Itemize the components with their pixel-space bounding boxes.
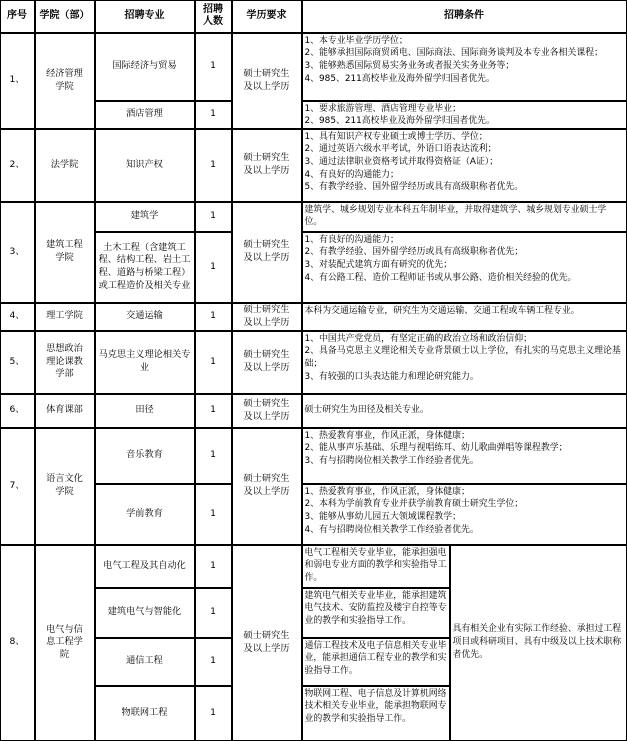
- row-8-count-2: 1: [195, 588, 232, 638]
- row-5-college: 思想政治 理论课教 学部: [35, 331, 95, 394]
- row-3-count-1: 1: [195, 202, 232, 232]
- header-count: 招聘 人数: [195, 0, 232, 33]
- row-1-major-1: 国际经济与贸易: [95, 33, 195, 101]
- row-7-cond-2: 1、热爱教育事业，作风正派，身体健康； 2、本科为学前教育专业并获学前教育硕士研究生学位； 3、能够从事幼儿园五大领域课程教学； 4、有与招聘岗位相关教学工作经验者优先。: [302, 484, 627, 545]
- row-1-count-2: 1: [195, 101, 232, 129]
- row-4-major-1: 交通运输: [95, 303, 195, 331]
- row-5-count-1: 1: [195, 331, 232, 394]
- row-6-edu: 硕士研究生 及以上学历: [232, 394, 302, 428]
- row-7-seq: 7、: [0, 428, 35, 545]
- row-7-count-2: 1: [195, 484, 232, 545]
- row-8-subcond-2: 建筑电气相关专业毕业，能承担建筑电气技术、安防监控及楼宇自控等专业的教学和实验指导工作。: [302, 588, 450, 638]
- header-cond: 招聘条件: [302, 0, 627, 33]
- row-4-cond-1: 本科为交通运输专业，研究生为交通运输、交通工程或车辆工程专业。: [302, 303, 627, 331]
- row-8-subcond-4: 物联网工程、电子信息及计算机网络技术相关专业毕业，能承担物联网专业的教学和实验指导工作。: [302, 686, 450, 741]
- header-major: 招聘专业: [95, 0, 195, 33]
- row-4-college: 理工学院: [35, 303, 95, 331]
- row-5-edu: 硕士研究生 及以上学历: [232, 331, 302, 394]
- row-3-count-2: 1: [195, 232, 232, 303]
- row-8-cond-common: 具有相关企业有实际工作经验、承担过工程项目或科研项目、具有中级及以上技术职称者优先。: [450, 545, 627, 741]
- row-7-cond-1: 1、热爱教育事业，作风正派，身体健康； 2、能从事声乐基础、乐理与视唱练耳、幼儿歌曲弹唱等课程教学； 3、有与招聘岗位相关教学工作经验者优先。: [302, 428, 627, 484]
- row-5-seq: 5、: [0, 331, 35, 394]
- row-8-edu: 硕士研究生 及以上学历: [232, 545, 302, 741]
- row-8-count-4: 1: [195, 686, 232, 741]
- row-7-major-1: 音乐教育: [95, 428, 195, 484]
- row-4-edu: 硕士研究生 及以上学历: [232, 303, 302, 331]
- header-seq: 序号: [0, 0, 35, 33]
- header-edu: 学历要求: [232, 0, 302, 33]
- row-8-count-3: 1: [195, 638, 232, 686]
- row-7-count-1: 1: [195, 428, 232, 484]
- row-6-college: 体育课部: [35, 394, 95, 428]
- row-6-major-1: 田径: [95, 394, 195, 428]
- row-8-college: 电气与信 息工程学 院: [35, 545, 95, 741]
- row-2-major-1: 知识产权: [95, 129, 195, 202]
- row-8-major-4: 物联网工程: [95, 686, 195, 741]
- row-3-edu: 硕士研究生 及以上学历: [232, 202, 302, 303]
- row-3-cond-2: 1、有良好的沟通能力； 2、有教学经验、国外留学经历或具有高级职称者优先； 3、对装配式建筑方面有研究的优先； 4、有公路工程、造价工程师证书或从事公路、造价相关经验的优先。: [302, 232, 627, 303]
- row-3-major-2: 土木工程（含建筑工程、结构工程、岩土工程、道路与桥梁工程）或工程造价及相关专业: [95, 232, 195, 303]
- row-3-major-1: 建筑学: [95, 202, 195, 232]
- row-7-major-2: 学前教育: [95, 484, 195, 545]
- row-2-count-1: 1: [195, 129, 232, 202]
- row-5-major-1: 马克思主义理论相关专业: [95, 331, 195, 394]
- row-8-seq: 8、: [0, 545, 35, 741]
- row-1-cond-1: 1、本专业毕业学历学位； 2、能够承担国际商贸函电、国际商法、国际商务谈判及本专业各相关课程； 3、能够熟悉国际贸易实务业务或者报关实务业务等； 4、985、211高校毕业及海外留学归国者优先。: [302, 33, 627, 101]
- row-3-cond-1: 建筑学、城乡规划专业本科五年制毕业，并取得建筑学、城乡规划专业硕士学位。: [302, 202, 627, 232]
- row-1-college: 经济管理 学院: [35, 33, 95, 129]
- row-7-edu: 硕士研究生 及以上学历: [232, 428, 302, 545]
- row-7-college: 语言文化 学院: [35, 428, 95, 545]
- row-8-major-1: 电气工程及其自动化: [95, 545, 195, 588]
- row-8-major-3: 通信工程: [95, 638, 195, 686]
- row-6-cond-1: 硕士研究生为田径及相关专业。: [302, 394, 627, 428]
- row-2-edu: 硕士研究生 及以上学历: [232, 129, 302, 202]
- row-4-seq: 4、: [0, 303, 35, 331]
- row-6-seq: 6、: [0, 394, 35, 428]
- row-1-cond-2: 1、要求旅游管理、酒店管理专业毕业； 2、985、211高校毕业及海外留学归国者优先。: [302, 101, 627, 129]
- row-5-cond-1: 1、中国共产党党员，有坚定正确的政治立场和政治信仰； 2、具备马克思主义理论相关专业背景硕士以上学位，有扎实的马克思主义理论基础； 3、有较强的口头表达能力和理论研究能力。: [302, 331, 627, 394]
- row-8-count-1: 1: [195, 545, 232, 588]
- header-college: 学院（部）: [35, 0, 95, 33]
- row-6-count-1: 1: [195, 394, 232, 428]
- row-3-seq: 3、: [0, 202, 35, 303]
- row-2-college: 法学院: [35, 129, 95, 202]
- row-2-cond-1: 1、具有知识产权专业硕士或博士学历、学位； 2、通过英语六级水平考试，外语口语表达流利； 3、通过法律职业资格考试并取得资格证（A证）； 4、有良好的沟通能力； 5、有教学经验、国外留学经历或具有高级职称者优先。: [302, 129, 627, 202]
- row-2-seq: 2、: [0, 129, 35, 202]
- row-1-edu: 硕士研究生 及以上学历: [232, 33, 302, 129]
- row-1-major-2: 酒店管理: [95, 101, 195, 129]
- row-3-college: 建筑工程 学院: [35, 202, 95, 303]
- row-1-seq: 1、: [0, 33, 35, 129]
- row-8-subcond-1: 电气工程相关专业毕业，能承担强电和弱电专业方面的教学和实验指导工作。: [302, 545, 450, 588]
- row-1-count-1: 1: [195, 33, 232, 101]
- row-8-subcond-3: 通信工程技术及电子信息相关专业毕业，能承担通信工程专业的教学和实验指导工作。: [302, 638, 450, 686]
- row-8-major-2: 建筑电气与智能化: [95, 588, 195, 638]
- row-4-count-1: 1: [195, 303, 232, 331]
